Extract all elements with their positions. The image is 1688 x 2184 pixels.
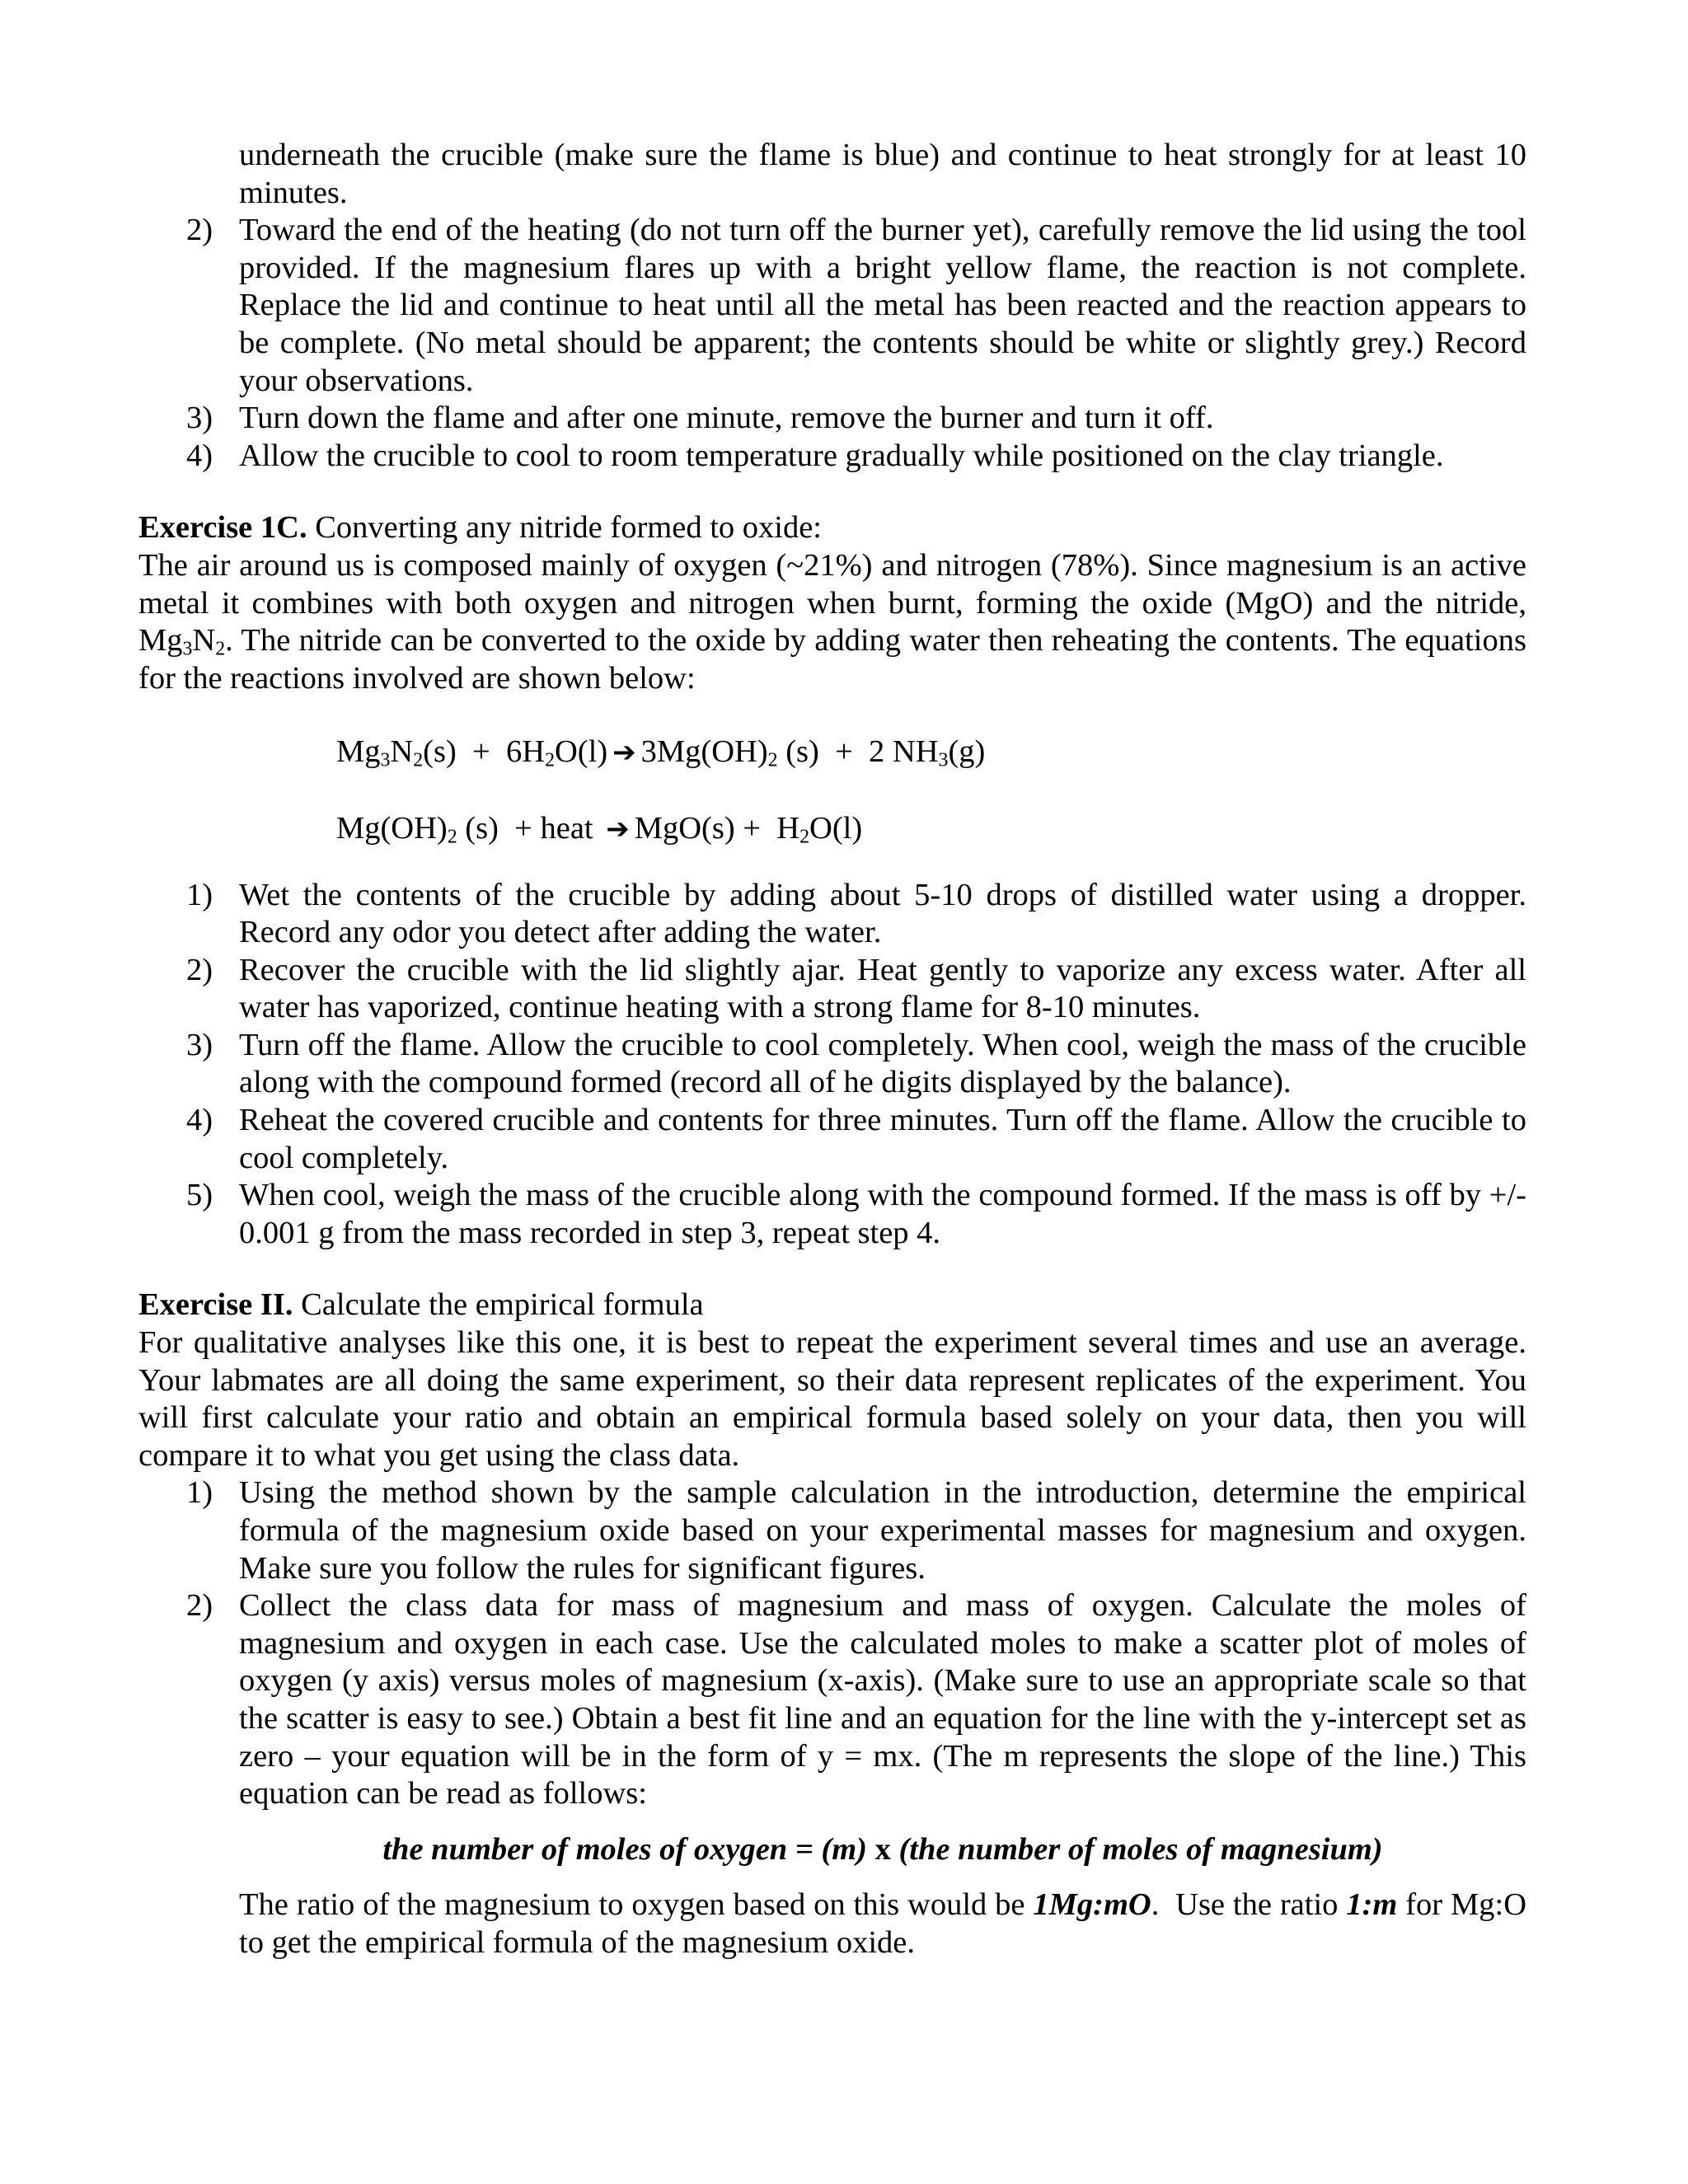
step-number: 3) [186,1027,213,1062]
list-item [138,212,1526,400]
exercise-2-steps [138,1474,1526,1812]
step-text: Using the method shown by the sample calculation in the introduction, determine the empirical formula of the magnesium oxide based on your experimental masses for magnesium and oxygen. Make sure you follow the rules for significant figures. [239,1475,1526,1586]
list-item [138,1027,1526,1102]
step-number: 4) [186,1103,213,1138]
formula-times: x [874,1831,891,1867]
step-number: 2) [186,952,213,987]
arrow-icon: ➔ [612,736,636,770]
step-text: Toward the end of the heating (do not turn off the burner yet), carefully remove the lid using the tool provided. If the magnesium flares up with a bright yellow flame, the reaction is not complete. Replace the lid and continue to heat until all the metal has been reacted and the reaction appears to be complete. (No metal should be apparent; the contents should be white or slightly grey.) Record your observations. [239,213,1526,398]
eq-text: (g) [948,734,986,770]
formula-text: the number of moles of oxygen = (m) [382,1831,875,1867]
step-number: 1) [186,877,213,912]
eq-text: N [390,734,414,770]
intro-text: . The nitride can be converted to the oxide by adding water then reheating the contents. The equations for the reactions involved are shown below: [138,623,1526,696]
step-text: Collect the class data for mass of magnesium and mass of oxygen. Calculate the moles of magnesium and oxygen in each case. Use the calculated moles to make a scatter plot of moles of oxygen (y axis) versus moles of magnesium (x-axis). (Make sure to use an appropriate scale so that the scatter is easy to see.) Obtain a best fit line and an equation for the line with the y-intercept set as zero – your equation will be in the form of y = mx. (The m represents the slope of the line.) This equation can be read as follows: [239,1588,1526,1811]
exercise-1c-steps [138,877,1526,1253]
exercise-1c-intro [138,547,1526,697]
list-item [138,1587,1526,1813]
exercise-2-heading [138,1286,1526,1324]
ratio-paragraph [138,1886,1526,1961]
step-number: 4) [186,438,213,473]
subscript: 3 [182,638,193,660]
document-page [138,137,1526,1962]
subscript: 2 [447,826,457,848]
step-text: Recover the crucible with the lid slightly ajar. Heat gently to vaporize any excess water. After all water has vaporized, continue heating with a strong flame for 8-10 minutes. [239,952,1526,1025]
subscript: 2 [215,638,226,660]
intro-text: N [192,623,216,658]
heading-bold: Exercise II. [138,1287,293,1323]
list-item [138,1177,1526,1252]
continued-step-text: underneath the crucible (make sure the flame is blue) and continue to heat strongly for at least 10 minutes. [239,138,1526,210]
equation-1 [138,733,1526,772]
intro-text: The air around us is composed mainly of oxygen (~21%) and nitrogen (78%). Since magnesium is an active metal it combines with both oxygen and nitrogen when burnt, forming the oxide (MgO) and the nitride, Mg [138,547,1526,658]
eq-text: O(l) [555,734,608,770]
heading-bold: Exercise 1C. [138,510,307,546]
arrow-icon: ➔ [606,812,630,846]
step-number: 2) [186,1588,213,1624]
list-item [138,1102,1526,1177]
eq-text: Mg(OH) [336,810,448,846]
heading-text: Calculate the empirical formula [293,1287,704,1323]
ratio-emphasis: 1Mg:mO [1033,1887,1151,1923]
ratio-text: . Use the ratio [1151,1887,1347,1923]
step-number: 1) [186,1475,213,1511]
equation-2 [138,810,1526,849]
subscript: 3 [380,749,391,771]
exercise-1c-heading [138,509,1526,547]
step-text: Turn down the flame and after one minute, remove the burner and turn it off. [239,401,1214,436]
step-text: Reheat the covered crucible and contents for three minutes. Turn off the flame. Allow the crucible to cool completely. [239,1103,1526,1175]
step-text: Allow the crucible to cool to room temperature gradually while positioned on the clay triangle. [239,438,1444,473]
subscript: 2 [545,749,555,771]
eq-text: 3Mg(OH) [640,734,768,770]
step-text: Turn off the flame. Allow the crucible to cool completely. When cool, weigh the mass of the crucible along with the compound formed (record all of he digits displayed by the balance). [239,1027,1526,1100]
formula-text: (the number of moles of magnesium) [890,1831,1383,1867]
ratio-emphasis: 1:m [1346,1887,1398,1923]
eq-text: MgO(s) + H [634,810,800,846]
list-item [138,877,1526,952]
exercise-2-intro: For qualitative analyses like this one, it is best to repeat the experiment several times and use an average. Your labmates are all doing the same experiment, so their data represent replicates of the experiment. You will first calculate your ratio and obtain an empirical formula based solely on your data, then you will compare it to what you get using the class data. [138,1325,1526,1473]
eq-text: (s) + 6H [423,734,546,770]
subscript: 2 [799,826,810,848]
step-number: 3) [186,401,213,436]
step-number: 2) [186,213,213,248]
heading-text: Converting any nitride formed to oxide: [307,510,822,546]
eq-text: Mg [336,734,381,770]
eq-text: (s) + 2 NH [777,734,939,770]
list-item [138,400,1526,438]
list-item [138,438,1526,476]
formula-line [138,1831,1526,1869]
eq-text: (s) + heat [457,810,602,846]
subscript: 2 [767,749,778,771]
eq-text: O(l) [809,810,863,846]
subscript: 2 [413,749,424,771]
continued-steps-list [138,212,1526,475]
list-item [138,952,1526,1027]
list-item [138,1474,1526,1587]
ratio-text: The ratio of the magnesium to oxygen based on this would be [239,1887,1034,1923]
step-text: When cool, weigh the mass of the crucible along with the compound formed. If the mass is off by +/- 0.001 g from the mass recorded in step 3, repeat step 4. [239,1178,1526,1250]
subscript: 3 [938,749,949,771]
step-number: 5) [186,1178,213,1213]
step-text: Wet the contents of the crucible by adding about 5-10 drops of distilled water using a dropper. Record any odor you detect after adding the water. [239,877,1526,950]
ratio-text: for Mg:O to get the empirical formula of the magnesium oxide. [239,1887,1527,1960]
